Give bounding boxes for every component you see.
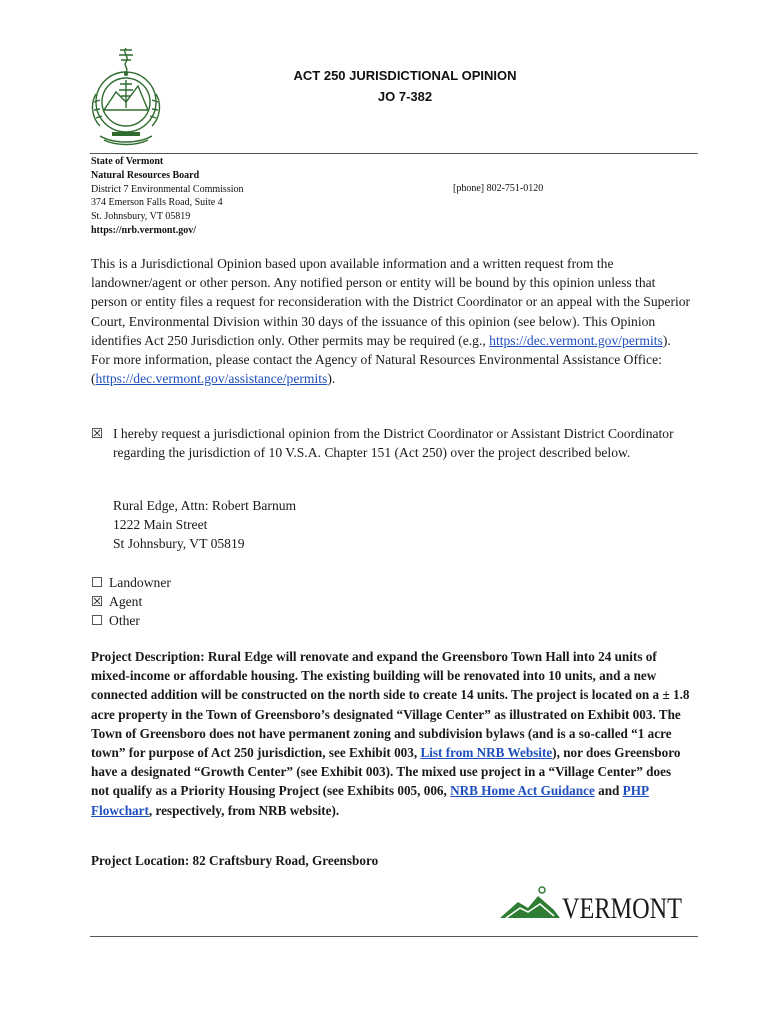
agent-label: Agent [109, 594, 143, 609]
mountain-icon [500, 896, 560, 918]
vermont-state-seal [86, 44, 166, 148]
landowner-checkbox[interactable]: ☐ [91, 575, 104, 590]
landowner-label: Landowner [109, 575, 171, 590]
description-text-b: ), nor does Greensboro have a designated “Growth Center” (see Exhibit 003). The mixed use project in a “Village Center” does not qualify as a Priority Housing Project (see Exhibits 005, 006, [91, 745, 681, 799]
intro-text-b: ). For more information, please contact the Agency of Natural Resources Environmental Assistance Office: ( [91, 332, 671, 387]
letterhead-street: 374 Emerson Falls Road, Suite 4 [91, 197, 223, 209]
vermont-logo [498, 884, 684, 925]
role-other[interactable] [91, 611, 140, 630]
description-text-c: and [594, 783, 623, 799]
permits-link[interactable]: https://dec.vermont.gov/permits [489, 332, 663, 348]
letterhead-commission: District 7 Environmental Commission [91, 183, 244, 195]
letterhead [91, 155, 244, 238]
php-flowchart-link[interactable]: PHP Flowchart [91, 783, 650, 818]
letterhead-website: https://nrb.vermont.gov/ [91, 224, 196, 236]
intro-text-c: ). [327, 371, 336, 387]
letterhead-phone: [phone] 802-751-0120 [453, 183, 544, 194]
footer-divider [90, 936, 698, 937]
requester-street: 1222 Main Street [113, 517, 208, 533]
intro-paragraph [91, 254, 691, 388]
nrb-list-link[interactable]: List from NRB Website [420, 745, 553, 761]
role-landowner[interactable] [91, 573, 171, 592]
request-statement: I hereby request a jurisdictional opinion from the District Coordinator or Assistant District Coordinator regarding the jurisdiction of 10 V.S.A. Chapter 151 (Act 250) over the project described below. [113, 426, 674, 461]
project-description [91, 647, 691, 820]
agent-checkbox[interactable]: ☒ [91, 594, 104, 609]
role-agent[interactable] [91, 592, 142, 611]
opinion-number: JO 7-382 [377, 89, 433, 104]
other-label: Other [109, 613, 140, 628]
letterhead-city: St. Johnsbury, VT 05819 [91, 211, 191, 223]
intro-text-a: This is a Jurisdictional Opinion based upon available information and a written request from the landowner/agent or other person. Any notified person or entity will be bound by this opinion unless that person or entity files a request for reconsideration with the District Coordinator or an appeal with the Superior Court, Environmental Division within 30 days of the issuance of this opinion (see below). This Opinion identifies Act 250 Jurisdiction only. Other permits may be required (e.g., [91, 256, 691, 348]
document-title: ACT 250 JURISDICTIONAL OPINION [293, 68, 517, 83]
requester-name: Rural Edge, Attn: Robert Barnum [113, 498, 297, 513]
vermont-wordmark: VERMONT [562, 892, 682, 925]
letterhead-board: Natural Resources Board [91, 169, 200, 181]
request-checkbox[interactable]: ☒ [91, 426, 104, 441]
nrb-home-act-guidance-link[interactable]: NRB Home Act Guidance [450, 783, 595, 799]
requester-city: St Johnsbury, VT 05819 [113, 536, 245, 552]
description-text-d: , respectively, from NRB website). [148, 802, 340, 818]
header-divider [90, 153, 698, 154]
project-location: Project Location: 82 Craftsbury Road, Greensboro [91, 853, 379, 868]
assistance-permits-link[interactable]: https://dec.vermont.gov/assistance/permits [95, 371, 328, 387]
other-checkbox[interactable]: ☐ [91, 613, 104, 628]
requester-address [113, 496, 296, 554]
description-text-a: Project Description: Rural Edge will renovate and expand the Greensboro Town Hall into 24 units of mixed-income or affordable housing. The existing building will be renovated into 10 units, and a new connected addition will be constructed on the north side to create 14 units. The project is located on a ± 1.8 acre property in the Town of Greensboro’s designated “Village Center” as illustrated on Exhibit 003. The Town of Greensboro does not have permanent zoning and subdivision bylaws (and is a so-called “1 acre town” for purpose of Act 250 jurisdiction, see Exhibit 003, [91, 649, 690, 761]
letterhead-state: State of Vermont [91, 156, 164, 167]
